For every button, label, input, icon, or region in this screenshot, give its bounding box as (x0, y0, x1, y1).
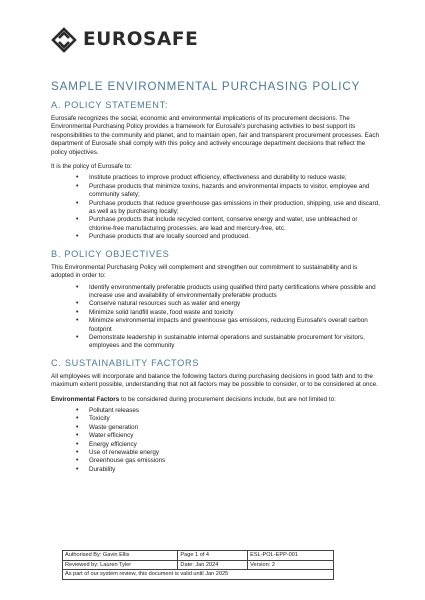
list-item: • Greenhouse gas emissions (89, 457, 381, 465)
document-code-cell: ESL-POL-EPP-001 (248, 551, 334, 561)
company-logo (51, 27, 198, 53)
document-title: SAMPLE ENVIRONMENTAL PURCHASING POLICY (51, 80, 361, 93)
section-b-heading: B. POLICY OBJECTIVES (51, 248, 170, 259)
environmental-factors-text: to be considered during procurement decisions include, but are not limited to: (119, 395, 336, 403)
environmental-factors-label: Environmental Factors (51, 395, 120, 403)
list-item: • Minimize environmental impacts and greenhouse gas emissions, reducing Eurosafe's overall carbon footprint (89, 317, 381, 334)
document-body (51, 80, 381, 480)
table-row (63, 570, 334, 580)
list-item: • Durability (89, 466, 381, 474)
page-number-cell: Page 1 of 4 (178, 551, 248, 561)
list-item: • Purchase products that reduce greenhouse gas emissions in their production, shipping, use and discard, as well as by purchasing locally; (89, 200, 381, 217)
version-cell: Version: 2 (248, 560, 334, 570)
section-c-intro: All employees will incorporate and balance the following factors during purchasing decisions in good faith and to the maximum extent possible, understanding that not all factors may be possible to consider, or to be considered at once. (51, 372, 378, 389)
list-item: • Use of renewable energy (89, 449, 381, 457)
section-b-intro: This Environmental Purchasing Policy will complement and strengthen our commitment to sustainability and is adopted in order to: (51, 263, 358, 280)
list-item: • Purchase products that include recycled content, conserve energy and water, use unbleached or chlorine-free manufacturing processes, are lead and mercury-free, etc. (89, 216, 381, 233)
list-item: • Toxicity (89, 415, 381, 423)
list-item: • Minimize solid landfill waste, food waste and toxicity (89, 309, 381, 317)
list-item: • Purchase products that are locally sourced and produced. (89, 233, 381, 241)
section-a-lead: It is the policy of Eurosafe to: (51, 163, 132, 171)
validity-note-cell: As part of our system review, this document is valid until Jan 2025 (63, 570, 334, 580)
list-item: • Purchase products that minimize toxins, hazards and environmental impacts to visitor, employee and community safety; (89, 183, 381, 200)
section-b-list (51, 284, 381, 351)
eurosafe-diamond-icon (51, 27, 77, 53)
logo-wordmark: EUROSAFE (83, 28, 199, 50)
date-cell: Date: Jan 2024 (178, 560, 248, 570)
section-c-list (51, 407, 381, 474)
table-row (63, 551, 334, 561)
list-item: • Water efficiency (89, 432, 381, 440)
reviewed-by-cell: Reviewed by: Lauren Tyler (63, 560, 178, 570)
list-item: • Demonstrate leadership in sustainable internal operations and sustainable procurement for visitors, employees and the community (89, 334, 381, 351)
list-item: • Identify environmentally preferable products using qualified third party certifications where possible and increase use and availability of environmentally preferable products (89, 284, 381, 301)
list-item: • Pollutant releases (89, 407, 381, 415)
section-c-heading: C. SUSTAINABILITY FACTORS (51, 357, 200, 368)
table-row (63, 560, 334, 570)
section-a-heading: A. POLICY STATEMENT: (51, 100, 169, 110)
authorised-by-cell: Authorised By: Gavin Ellis (63, 551, 178, 561)
list-item: • Energy efficiency (89, 441, 381, 449)
list-item: • Conserve natural resources such as water and energy (89, 300, 381, 308)
section-a-intro: Eurosafe recognizes the social, economic and environmental implications of its procurement decisions. The Environmental Purchasing Policy provides a framework for Eurosafe's purchasing activities to best support its responsibilities to the community and planet, and to maintain open, fair and transparent procurement processes. Each department of Eurosafe shall comply with this policy and actively encourage department decisions that reflect the policy objectives. (51, 115, 379, 156)
list-item: • Waste generation (89, 424, 381, 432)
environmental-factors-intro (51, 396, 381, 404)
list-item: • Institute practices to improve product efficiency, effectiveness and durability to reduce waste; (89, 174, 381, 182)
section-a-list (51, 174, 381, 241)
document-control-table (62, 550, 334, 580)
